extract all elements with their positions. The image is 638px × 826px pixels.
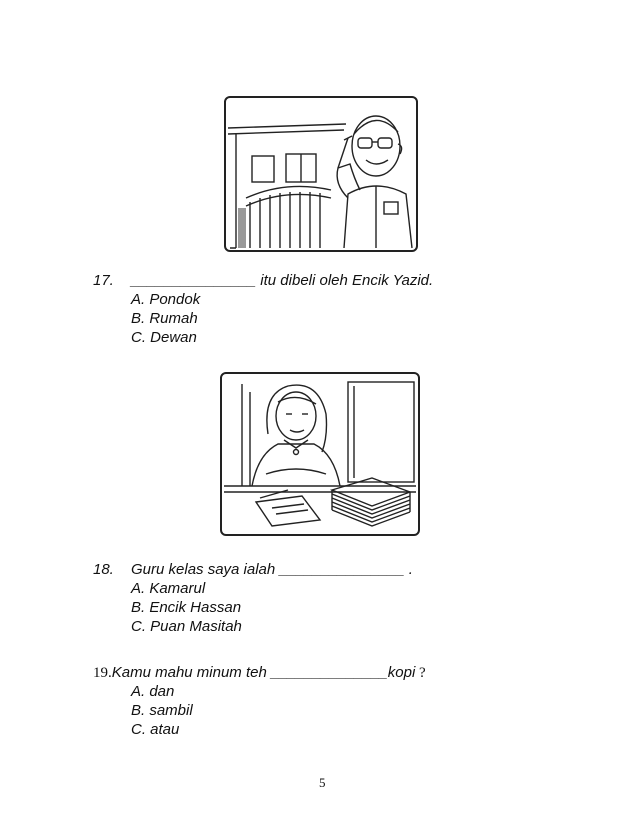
question-19-option-a: A. dan (131, 683, 175, 700)
teacher-drawing (222, 374, 418, 534)
question-19-mark: ? (415, 665, 426, 681)
illustration-teacher-at-desk (220, 372, 420, 536)
question-18-option-c: C. Puan Masitah (131, 618, 242, 635)
question-19-option-c: C. atau (131, 721, 180, 738)
house-man-drawing (226, 98, 416, 250)
question-17-number: 17. (93, 272, 114, 289)
question-19-number: 19. (93, 665, 112, 681)
question-17-option-b: B. Rumah (131, 310, 198, 327)
question-17-stem: _______________ itu dibeli oleh Encik Yazid. (131, 272, 434, 289)
question-19-option-b: B. sambil (131, 702, 193, 719)
illustration-man-with-house (224, 96, 418, 252)
question-17-option-a: A. Pondok (131, 291, 201, 308)
question-18-stem: Guru kelas saya ialah _______________ . (131, 561, 413, 578)
question-17-option-c: C. Dewan (131, 329, 197, 346)
page-number: 5 (319, 775, 326, 790)
question-18-number: 18. (93, 561, 114, 578)
question-18-option-b: B. Encik Hassan (131, 599, 242, 616)
question-19 (93, 664, 426, 682)
question-19-stem: Kamu mahu minum teh ______________kopi (111, 664, 416, 681)
question-18-option-a: A. Kamarul (131, 580, 206, 597)
